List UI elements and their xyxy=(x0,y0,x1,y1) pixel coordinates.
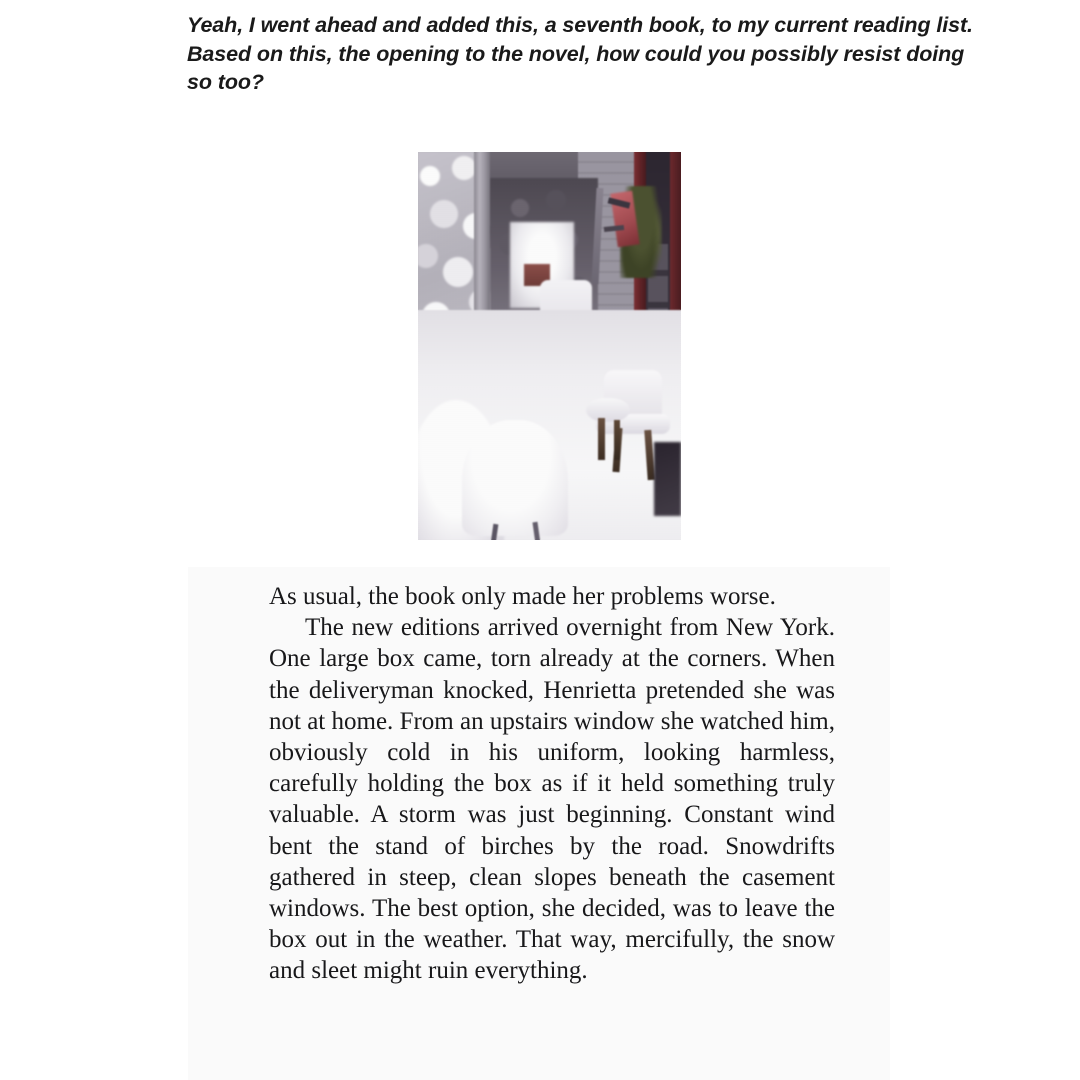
porch-photo-canvas xyxy=(418,152,681,540)
excerpt-paragraph-1: As usual, the book only made her problems worse. xyxy=(269,583,776,610)
porch-photo xyxy=(418,152,681,540)
excerpt-paragraph-2: The new editions arrived overnight from New York. One large box came, torn already at the corners. When the deliveryman knocked, Henrietta pretended she was not at home. From an upstairs window she watched him, obviously cold in his uniform, looking harmless, carefully holding the box as if it held something truly valuable. A storm was just beginning. Constant wind bent the stand of birches by the road. Snowdrifts gathered in steep, clean slopes beneath the casement windows. The best option, she decided, was to leave the box out in the weather. That way, mercifully, the snow and sleet might ruin everything. xyxy=(269,614,835,985)
book-excerpt xyxy=(269,581,835,987)
photo-blur-overlay xyxy=(418,152,681,540)
caption-text: Yeah, I went ahead and added this, a seventh book, to my current reading list. Based on this, the opening to the novel, how could you possibly resist doing so too? xyxy=(187,13,985,94)
